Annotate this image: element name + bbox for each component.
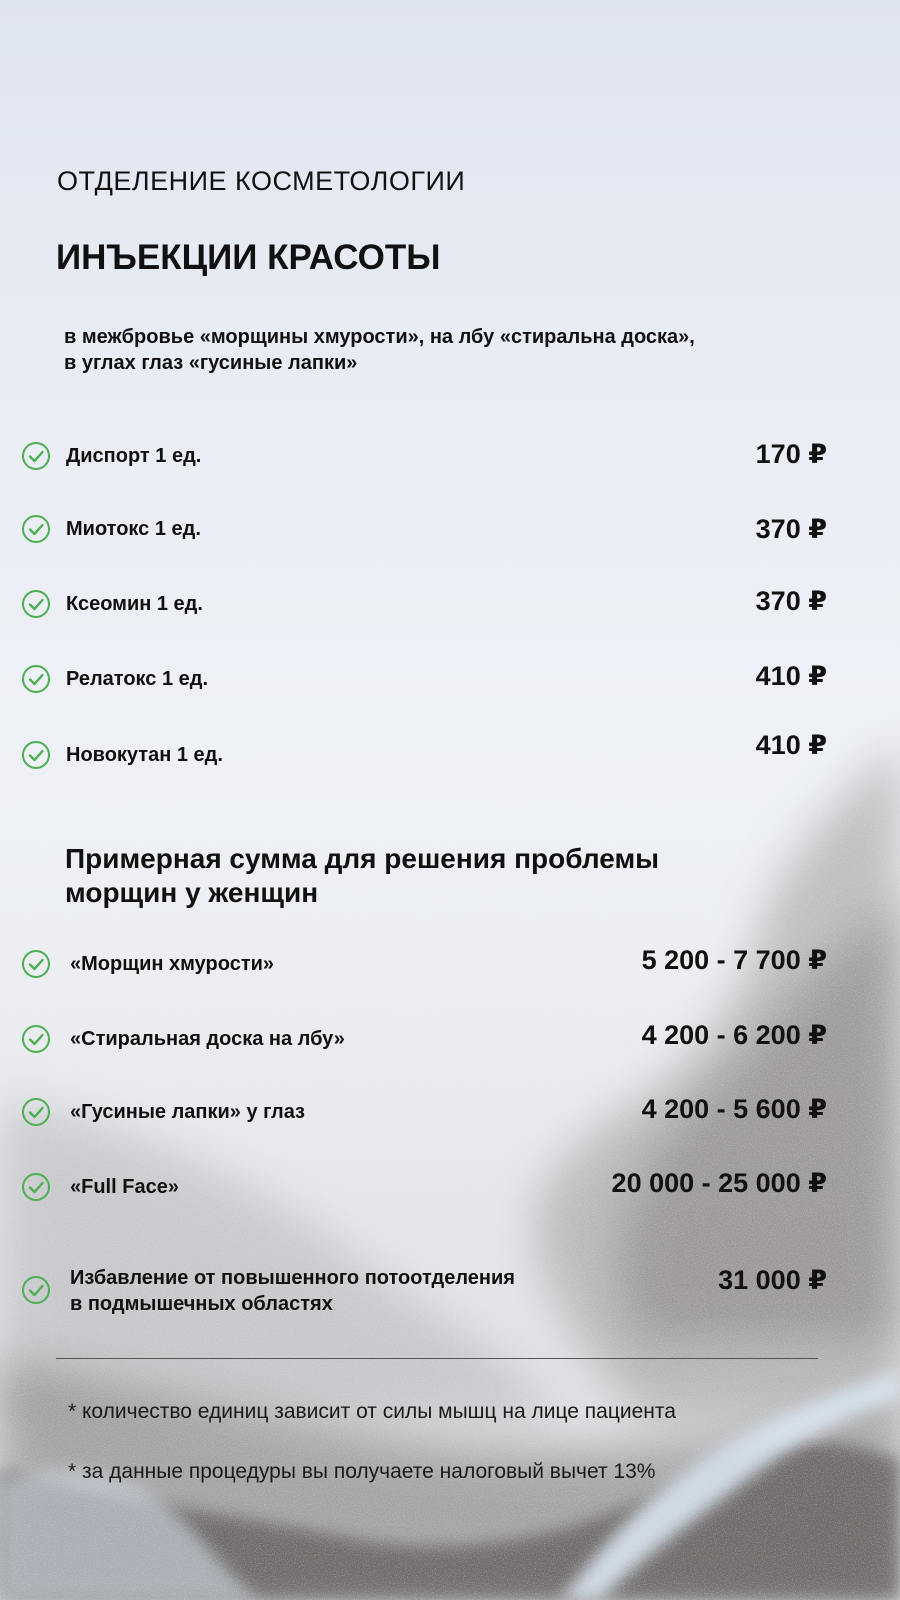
item-price: 370 ₽ [755,586,827,616]
item-price: 4 200 - 6 200 ₽ [641,1020,827,1050]
divider [56,1358,818,1359]
price-row-myotox [0,514,900,554]
check-circle-icon [21,441,51,471]
package-row-forehead [0,1020,900,1064]
package-row-frown [0,945,900,989]
check-circle-icon [21,664,51,694]
check-circle-icon [21,949,51,979]
item-price: 170 ₽ [755,439,827,469]
item-label: «Морщин хмурости» [70,953,275,975]
item-price: 4 200 - 5 600 ₽ [641,1094,827,1124]
check-circle-icon [21,1172,51,1202]
item-label: «Стиральная доска на лбу» [70,1028,345,1050]
item-label: Релатокс 1 ед. [66,668,209,690]
price-row-dysport [0,441,900,481]
price-row-relatox [0,661,900,704]
footnote-units: * количество единиц зависит от силы мышц на лице пациента [68,1400,676,1423]
department-heading: ОТДЕЛЕНИЕ КОСМЕТОЛОГИИ [57,166,466,196]
check-circle-icon [21,514,51,544]
check-circle-icon [21,740,51,770]
item-label: «Гусиные лапки» у глаз [70,1101,305,1123]
item-label: Ксеомин 1 ед. [66,593,203,615]
item-label: Избавление от повышенного потоотделения в подмышечных областях [70,1267,515,1315]
item-label: Новокутан 1 ед. [66,744,223,766]
check-circle-icon [21,1097,51,1127]
section-title: Примерная сумма для решения проблемы морщин у женщин [65,843,660,908]
package-row-crows-feet [0,1094,900,1137]
item-price: 410 ₽ [755,661,827,691]
price-row-xeomin [0,586,900,629]
hyperhidrosis-row [0,1265,900,1335]
item-price: 5 200 - 7 700 ₽ [641,945,827,975]
item-label: Диспорт 1 ед. [66,445,202,467]
price-row-novokutan [0,730,900,780]
item-label: Миотокс 1 ед. [66,518,201,540]
item-price: 410 ₽ [755,730,827,760]
item-price: 20 000 - 25 000 ₽ [611,1168,827,1198]
check-circle-icon [21,589,51,619]
page-title: ИНЪЕКЦИИ КРАСОТЫ [56,238,441,277]
problem-description: в межбровье «морщины хмурости», на лбу «стиральна доска», в углах глаз «гусиные лапки» [64,326,695,374]
item-price: 31 000 ₽ [718,1265,827,1295]
package-row-full-face [0,1168,900,1212]
check-circle-icon [21,1024,51,1054]
check-circle-icon [21,1275,51,1305]
item-price: 370 ₽ [755,514,827,544]
footnote-tax: * за данные процедуры вы получаете налоговый вычет 13% [68,1460,656,1483]
item-label: «Full Face» [70,1176,179,1198]
